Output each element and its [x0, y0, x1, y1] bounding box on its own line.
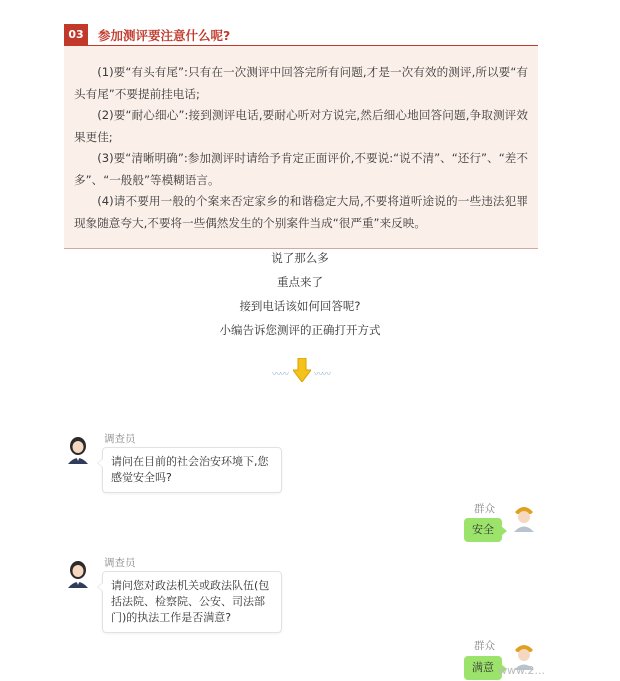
chat-bubble-question-2: 请问您对政法机关或政法队伍(包括法院、检察院、公安、司法部门)的执法工作是否满意?	[102, 571, 282, 633]
section-number: 03	[64, 24, 88, 46]
tip-paragraph-4: (4)请不要用一般的个案来否定家乡的和谐稳定大局,不要将道听途说的一些违法犯罪现象随意夸大,不要将一些偶然发生的个别案件当成“很严重”来反映。	[74, 194, 528, 230]
citizen-avatar-icon	[512, 504, 536, 532]
investigator-avatar-icon	[66, 436, 90, 464]
tip-paragraph-3: (3)要“清晰明确”:参加测评时请给予肯定正面评价,不要说:“说不清”、“还行”、“差不多”、“一般般”等模糊语言。	[74, 151, 528, 187]
wave-left-icon: 〰〰	[272, 370, 289, 380]
tip-paragraph-1: (1)要“有头有尾”:只有在一次测评中回答完所有问题,才是一次有效的测评,所以要“有头有尾”不要提前挂电话;	[74, 65, 528, 101]
section-body	[64, 46, 538, 249]
section-header	[64, 24, 538, 46]
chat-role-investigator: 调查员	[104, 433, 136, 445]
chat-bubble-answer-2: 满意	[464, 656, 502, 680]
intro-line-3: 接到电话该如何回答呢?	[239, 299, 361, 313]
chat-role-investigator: 调查员	[104, 557, 136, 569]
watermark: www.2...	[498, 664, 545, 677]
chat-bubble-answer-1: 安全	[464, 518, 502, 542]
investigator-avatar-icon	[66, 560, 90, 588]
intro-lines	[0, 246, 600, 342]
section-title: 参加测评要注意什么呢?	[98, 28, 231, 43]
intro-line-2: 重点来了	[277, 275, 323, 289]
wave-right-icon: 〰〰	[314, 370, 331, 380]
chat-bubble-question-1: 请问在目前的社会治安环境下,您感觉安全吗?	[102, 447, 282, 493]
tips-section	[64, 24, 538, 249]
intro-line-4: 小编告诉您测评的正确打开方式	[219, 323, 381, 337]
down-arrow-icon	[293, 358, 311, 382]
divider	[272, 358, 332, 384]
chat-role-citizen: 群众	[474, 640, 495, 652]
tip-paragraph-2: (2)要“耐心细心”:接到测评电话,要耐心听对方说完,然后细心地回答问题,争取测评效果更佳;	[74, 108, 528, 144]
chat-role-citizen: 群众	[474, 503, 495, 515]
intro-line-1: 说了那么多	[271, 251, 329, 265]
